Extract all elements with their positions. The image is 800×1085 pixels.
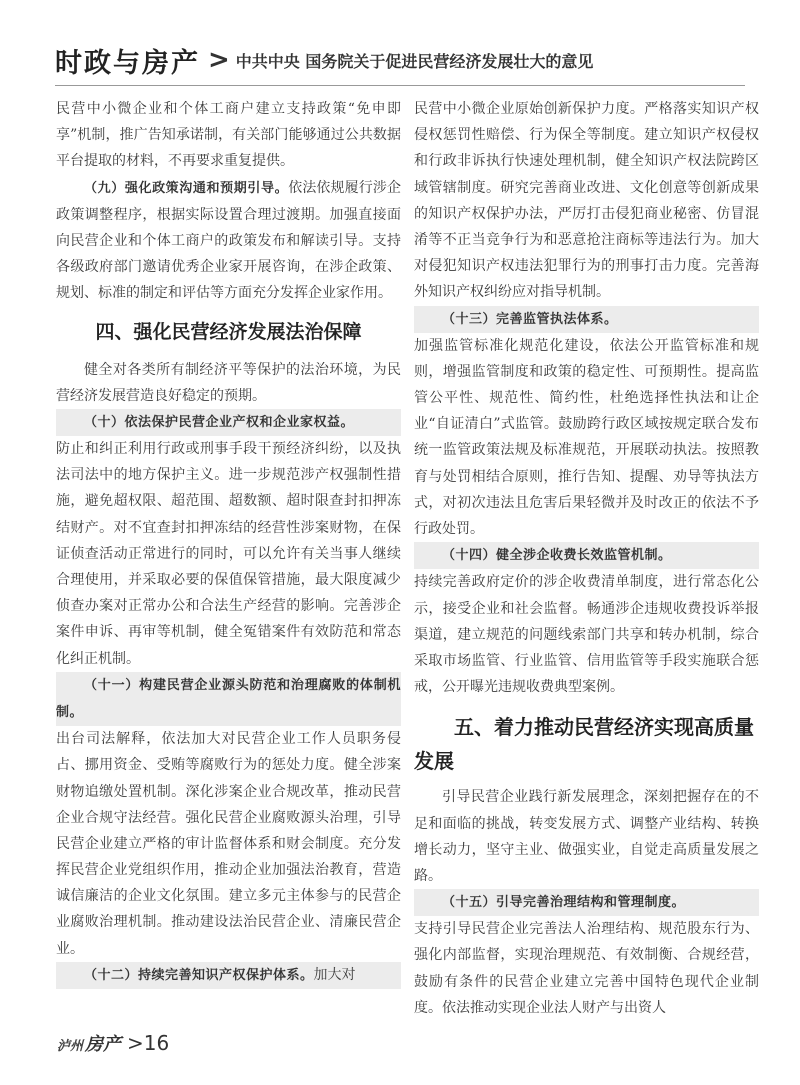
subsection-lead: （十五）引导完善治理结构和管理制度。 <box>442 895 686 911</box>
paragraph: 民营中小微企业和个体工商户建立支持政策“免申即享”机制，推广告知承诺制，有关部门能够通过公共数据平台提取的材料，不再要求重复提供。 <box>56 101 401 170</box>
paragraph <box>414 542 759 569</box>
page-footer <box>57 1030 169 1056</box>
paragraph <box>414 889 759 916</box>
paragraph <box>56 672 401 726</box>
paragraph <box>56 962 401 989</box>
paragraph <box>56 409 401 436</box>
section-name: 时政与房产 <box>55 47 200 79</box>
section-heading: 四、强化民营经济发展法治保障 <box>95 320 362 343</box>
paragraph: 民营中小微企业原始创新保护力度。严格落实知识产权侵权惩罚性赔偿、行为保全等制度。建立知识产权侵权和行政非诉执行快速处理机制，健全知识产权法院跨区域管辖制度。研究完善商业改进、文化创意等创新成果的知识产权保护办法，严厉打击侵犯商业秘密、仿冒混淆等不正当竞争行为和恶意抢注商标等违法行为。加大对侵犯知识产权违法犯罪行为的刑事打击力度。完善海外知识产权纠纷应对指导机制。 <box>414 101 759 301</box>
page-number: >16 <box>127 1031 170 1055</box>
header-divider <box>55 85 745 86</box>
subsection-lead: （十三）完善监管执法体系。 <box>442 311 618 327</box>
left-column <box>56 96 401 989</box>
paragraph-text: 支持引导民营企业完善法人治理结构、规范股东行为、强化内部监督，实现治理规范、有效制衡、合规经营，鼓励有条件的民营企业建立完善中国特色现代企业制度。依法推动实现企业法人财产与出资人 <box>414 921 759 1016</box>
subsection-lead: （十四）健全涉企收费长效监管机制。 <box>442 548 672 564</box>
paragraph-text: 加强监管标准化规范化建设，依法公开监管标准和规则，增强监管制度和政策的稳定性、可预期性。提高监管公平性、规范性、简约性，杜绝选择性执法和让企业“自证清白”式监管。鼓励跨行政区域按规定联合发布统一监管政策法规及标准规范，开展联动执法。按照教育与处罚相结合原则，推行告知、提醒、劝导等执法方式，对初次违法且危害后果轻微并及时改正的依法不予行政处罚。 <box>414 337 759 537</box>
paragraph <box>56 175 401 307</box>
magazine-name-small: 泸州 <box>57 1039 84 1054</box>
paragraph-text: 持续完善政府定价的涉企收费清单制度，进行常态化公示，接受企业和社会监督。畅通涉企违规收费投诉举报渠道，建立规范的问题线索部门共享和转办机制，综合采取市场监管、行业监管、信用监管等手段实施联合惩戒，公开曝光违规收费典型案例。 <box>414 574 759 696</box>
paragraph: 引导民营企业践行新发展理念，深刻把握存在的不足和面临的挑战，转变发展方式、调整产业结构、转换增长动力，坚守主业、做强实业，自觉走高质量发展之路。 <box>414 789 759 884</box>
chevron-right-icon: > <box>208 45 230 75</box>
section-heading: 五、着力推动民营经济实现高质量发展 <box>414 715 754 774</box>
subsection-lead: （十一）构建民营企业源头防范和治理腐败的体制机制。 <box>56 677 401 720</box>
paragraph <box>414 306 759 333</box>
paragraph-text: 依法依规履行涉企政策调整程序，根据实际设置合理过渡期。加强直接面向民营企业和个体工商户的政策发布和解读引导。支持各级政府部门邀请优秀企业家开展咨询，在涉企政策、规划、标准的制定和评估等方面充分发挥企业家作用。 <box>56 179 401 302</box>
subsection-lead: （九）强化政策沟通和预期引导。 <box>84 180 289 196</box>
article-title: 中共中央 国务院关于促进民营经济发展壮大的意见 <box>235 51 594 71</box>
subsection-lead: （十）依法保护民营企业产权和企业家权益。 <box>84 414 355 430</box>
page-header <box>55 40 593 80</box>
magazine-name: 房产 <box>85 1034 122 1055</box>
paragraph-text: 加大对 <box>313 966 356 983</box>
paragraph-text: 出台司法解释，依法加大对民营企业工作人员职务侵占、挪用资金、受贿等腐败行为的惩处力度。健全涉案财物追缴处置机制。深化涉案企业合规改革，推动民营企业合规守法经营。强化民营企业腐败源头治理，引导民营企业建立严格的审计监督体系和财会制度。充分发挥民营企业党组织作用，推动企业加强法治教育，营造诚信廉洁的企业文化氛围。建立多元主体参与的民营企业腐败治理机制。推动建设法治民营企业、清廉民营企业。 <box>56 731 401 957</box>
right-column <box>414 96 759 1021</box>
subsection-lead: （十二）持续完善知识产权保护体系。 <box>84 967 314 983</box>
paragraph-text: 防止和纠正利用行政或刑事手段干预经济纠纷，以及执法司法中的地方保护主义。进一步规范涉产权强制性措施，避免超权限、超范围、超数额、超时限查封扣押冻结财产。对不宜查封扣押冻结的经营性涉案财物，在保证侦查活动正常进行的同时，可以允许有关当事人继续合理使用，并采取必要的保值保管措施，最大限度减少侦查办案对正常办公和合法生产经营的影响。完善涉企案件申诉、再审等机制，健全冤错案件有效防范和常态化纠正机制。 <box>56 441 401 667</box>
paragraph: 健全对各类所有制经济平等保护的法治环境，为民营经济发展营造良好稳定的预期。 <box>56 361 401 404</box>
